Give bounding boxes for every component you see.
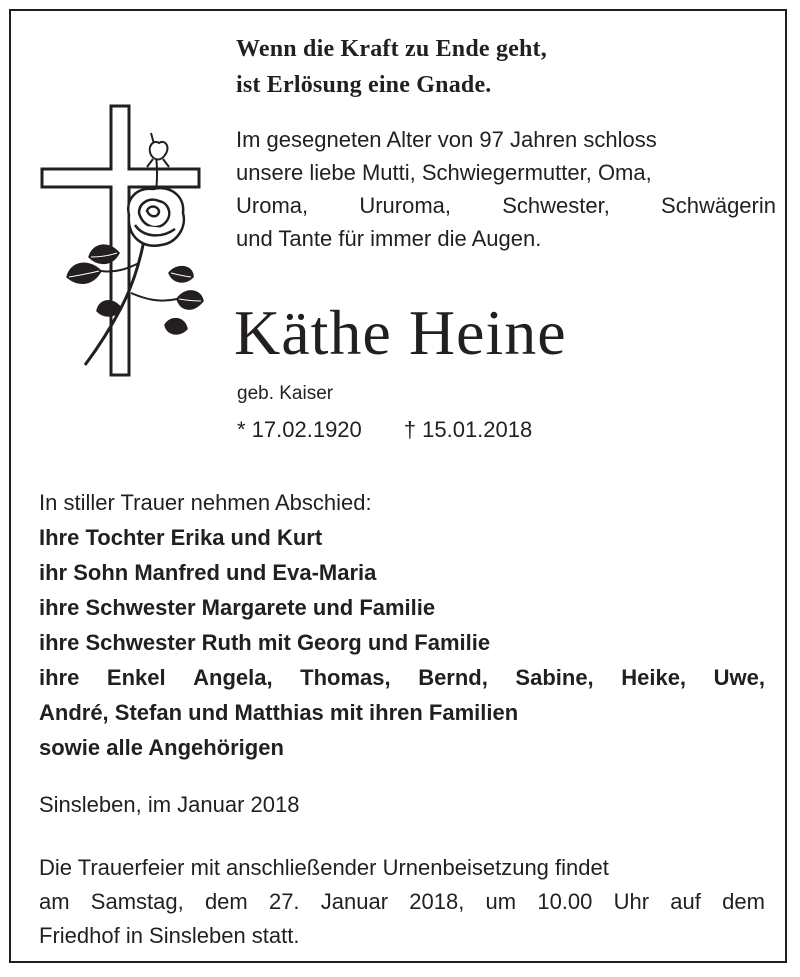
birth-date: * 17.02.1920 (237, 417, 362, 442)
place-date: Sinsleben, im Januar 2018 (39, 792, 300, 817)
funeral-info (39, 851, 765, 953)
announcement-line: und Tante für immer die Augen. (236, 226, 542, 251)
word: dem (204, 889, 248, 914)
mourner-line: ihre Schwester Ruth mit Georg und Familie (39, 630, 491, 655)
word: dem (722, 889, 765, 914)
motto (236, 31, 776, 103)
word: um (485, 889, 517, 914)
mourner-line: ihre Schwester Margarete und Familie (39, 595, 436, 620)
word: Angela, (193, 665, 273, 690)
mourner-line: ihr Sohn Manfred und Eva-Maria (39, 560, 377, 585)
funeral-line: Die Trauerfeier mit anschließender Urnenbeisetzung findet (39, 855, 609, 880)
word: Thomas, (300, 665, 391, 690)
word: Uhr (613, 889, 650, 914)
word: Uwe, (713, 665, 765, 690)
word: Enkel (106, 665, 166, 690)
mourner-line: Ihre Tochter Erika und Kurt (39, 525, 323, 550)
announcement-line: unsere liebe Mutti, Schwiegermutter, Oma, (236, 160, 652, 185)
word: auf (670, 889, 701, 914)
word: Sabine, (515, 665, 594, 690)
word: 27. (268, 889, 300, 914)
announcement (236, 123, 776, 255)
life-dates (237, 415, 532, 445)
word: 2018, (409, 889, 465, 914)
word: Heike, (621, 665, 687, 690)
word: Schwester, (502, 193, 610, 218)
obituary-notice (9, 9, 787, 963)
mourner-line (39, 660, 765, 695)
funeral-line (39, 885, 765, 919)
mourner-line: André, Stefan und Matthias mit ihren Familien (39, 700, 519, 725)
mourner-line: sowie alle Angehörigen (39, 735, 284, 760)
word: Samstag, (90, 889, 184, 914)
death-date: † 15.01.2018 (403, 417, 533, 442)
birth-name: geb. Kaiser (237, 383, 334, 404)
funeral-line: Friedhof in Sinsleben statt. (39, 923, 300, 948)
word: am (39, 889, 70, 914)
motto-line: Wenn die Kraft zu Ende geht, (236, 36, 547, 62)
word: 10.00 (537, 889, 593, 914)
announcement-line: Im gesegneten Alter von 97 Jahren schloss (236, 127, 657, 152)
word: Bernd, (418, 665, 488, 690)
word: Schwägerin (661, 193, 776, 218)
deceased-name: Käthe Heine (234, 297, 567, 368)
word: Ururoma, (359, 193, 452, 218)
mourners-list (39, 485, 765, 765)
mourners-intro: In stiller Trauer nehmen Abschied: (39, 490, 372, 515)
motto-line: ist Erlösung eine Gnade. (236, 72, 492, 98)
word: Uroma, (236, 193, 309, 218)
cross-with-rose-icon (39, 103, 209, 378)
word: Januar (320, 889, 389, 914)
word: ihre (39, 665, 80, 690)
announcement-line (236, 189, 776, 222)
